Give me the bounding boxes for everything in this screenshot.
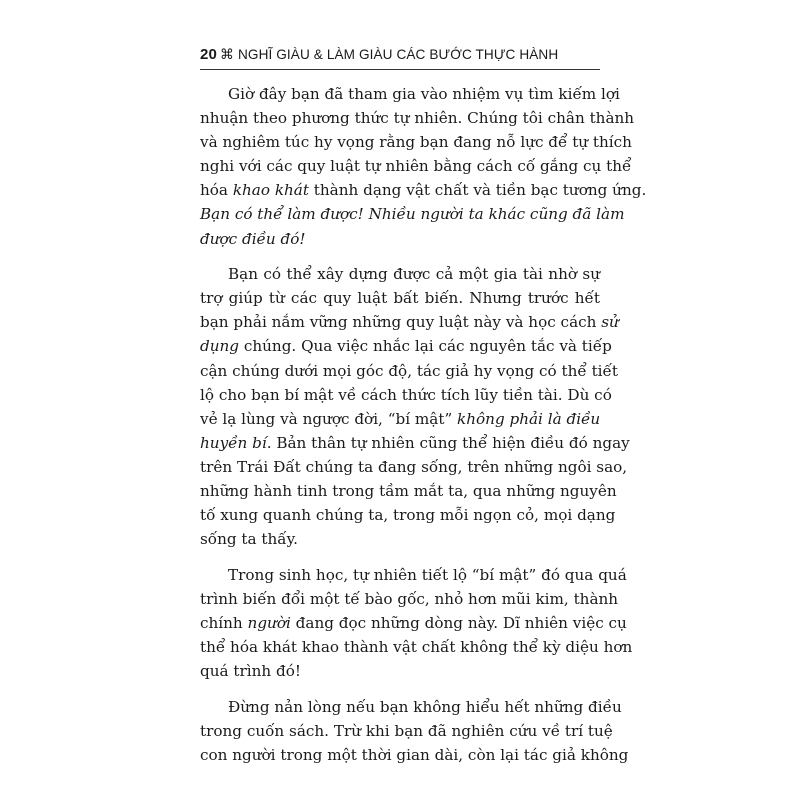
- text-line: lộ cho bạn bí mật về cách thức tích lũy tiền tài. Dù có: [200, 385, 612, 404]
- text-line: con người trong một thời gian dài, còn lại tác giả không: [200, 745, 629, 764]
- text-line: chính người đang đọc những dòng này. Dĩ nhiên việc cụ: [200, 613, 627, 632]
- text-line: huyền bí. Bản thân tự nhiên cũng thể hiện điều đó ngay: [200, 433, 630, 452]
- italic-phrase: được điều đó!: [200, 229, 306, 248]
- command-symbol-icon: ⌘: [219, 46, 234, 62]
- paragraph: [200, 563, 633, 683]
- italic-phrase: người: [247, 613, 291, 632]
- paragraph: [200, 82, 647, 251]
- body-text: [200, 82, 647, 779]
- text-line: nghi với các quy luật tự nhiên bằng cách cố gắng cụ thể: [200, 157, 632, 176]
- text-line: nhuận theo phương thức tự nhiên. Chúng tôi chân thành: [200, 109, 635, 128]
- text-line: Đừng nản lòng nếu bạn không hiểu hết những điều: [228, 697, 622, 716]
- text-line: và nghiêm túc hy vọng rằng bạn đang nỗ lực để tự thích: [200, 133, 632, 152]
- text-line: Trong sinh học, tự nhiên tiết lộ “bí mật” đó qua quá: [228, 565, 627, 584]
- text-line: trong cuốn sách. Trừ khi bạn đã nghiên cứu về trí tuệ: [200, 721, 613, 740]
- text-line: trình biến đổi một tế bào gốc, nhỏ hơn mũi kim, thành: [200, 589, 619, 608]
- text-line: bạn phải nắm vững những quy luật này và học cách sử: [200, 313, 619, 332]
- page-number: 20: [200, 46, 217, 63]
- header-rule: [200, 69, 600, 70]
- italic-phrase: Bạn có thể làm được! Nhiều người ta khác cũng đã làm: [200, 205, 625, 224]
- text-line: sống ta thấy.: [200, 530, 298, 549]
- book-title: NGHĨ GIÀU & LÀM GIÀU CÁC BƯỚC THỰC HÀNH: [238, 47, 559, 62]
- running-header: [200, 46, 558, 63]
- italic-phrase: sử: [601, 313, 619, 332]
- paragraph: [200, 262, 630, 551]
- italic-phrase: không phải là điều: [457, 409, 601, 428]
- text-line: vẻ lạ lùng và ngược đời, “bí mật” không phải là điều: [200, 409, 601, 428]
- text-line: quá trình đó!: [200, 662, 301, 681]
- text-line: dụng chúng. Qua việc nhắc lại các nguyên tắc và tiếp: [200, 337, 612, 356]
- text-line: hóa khao khát thành dạng vật chất và tiền bạc tương ứng.: [200, 181, 647, 200]
- text-line: [200, 202, 625, 226]
- text-line: [200, 227, 600, 251]
- text-line: Bạn có thể xây dựng được cả một gia tài nhờ sự: [228, 265, 600, 284]
- text-line: cận chúng dưới mọi góc độ, tác giả hy vọng có thể tiết: [200, 361, 618, 380]
- italic-phrase: huyền bí: [200, 433, 267, 452]
- text-line: những hành tinh trong tầm mắt ta, qua những nguyên: [200, 482, 617, 500]
- paragraph: [200, 695, 629, 767]
- text-line: tố xung quanh chúng ta, trong mỗi ngọn cỏ, mọi dạng: [200, 506, 616, 525]
- text-line: trên Trái Đất chúng ta đang sống, trên những ngôi sao,: [200, 457, 628, 476]
- italic-phrase: dụng: [200, 337, 240, 356]
- italic-phrase: khao khát: [232, 181, 309, 200]
- text-line: Giờ đây bạn đã tham gia vào nhiệm vụ tìm kiếm lợi: [228, 85, 620, 103]
- text-line: thể hóa khát khao thành vật chất không thể kỳ diệu hơn: [200, 638, 633, 657]
- text-line: trợ giúp từ các quy luật bất biến. Nhưng trước hết: [200, 289, 600, 308]
